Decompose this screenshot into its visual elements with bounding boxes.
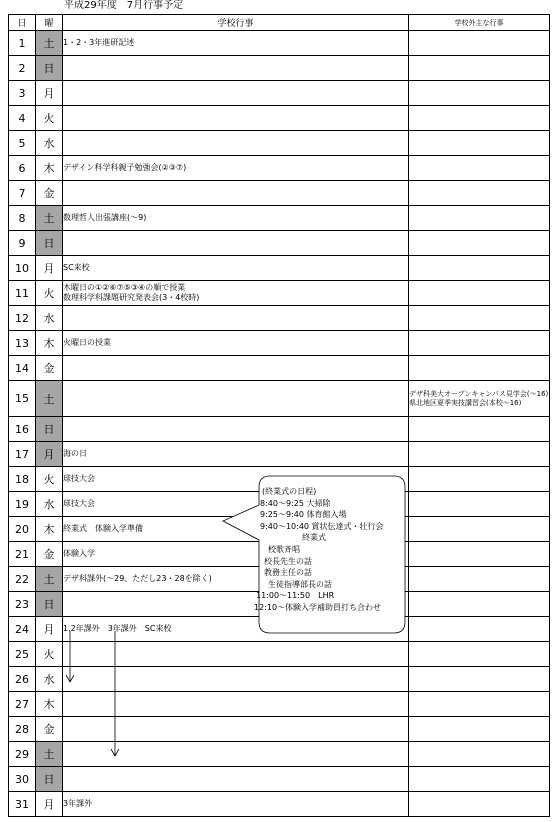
weekday: 木 <box>36 331 63 356</box>
weekday: 月 <box>36 256 63 281</box>
day-number: 28 <box>9 717 36 742</box>
school-event: SC来校 <box>63 256 409 281</box>
weekday: 月 <box>36 617 63 642</box>
weekday: 金 <box>36 542 63 567</box>
weekday: 月 <box>36 442 63 467</box>
day-number: 1 <box>9 31 36 56</box>
day-number: 26 <box>9 667 36 692</box>
school-event: 1.2年課外 3年課外 SC来校 <box>63 617 409 642</box>
day-number: 25 <box>9 642 36 667</box>
school-event: 3年課外 <box>63 792 409 817</box>
callout-line: 生徒指導部長の話 <box>268 579 332 589</box>
weekday: 月 <box>36 81 63 106</box>
weekday: 金 <box>36 717 63 742</box>
school-event: 木曜日の①②⑥⑦⑤③④の順で授業 数理科学科課題研究発表会(3・4校時) <box>63 281 409 306</box>
day-number: 19 <box>9 492 36 517</box>
external-event: デザ科美大オープンキャンパス見学会(～16) 県北地区夏季実技講習会(本校～16) <box>409 381 550 417</box>
weekday: 土 <box>36 381 63 417</box>
day-number: 31 <box>9 792 36 817</box>
day-number: 2 <box>9 56 36 81</box>
weekday: 木 <box>36 517 63 542</box>
weekday: 水 <box>36 492 63 517</box>
day-number: 30 <box>9 767 36 792</box>
day-number: 20 <box>9 517 36 542</box>
weekday: 日 <box>36 767 63 792</box>
callout-line: 校長先生の話 <box>264 556 312 566</box>
header-weekday: 曜 <box>36 15 63 31</box>
weekday: 土 <box>36 742 63 767</box>
day-number: 9 <box>9 231 36 256</box>
weekday: 日 <box>36 231 63 256</box>
day-number: 15 <box>9 381 36 417</box>
day-number: 29 <box>9 742 36 767</box>
weekday: 土 <box>36 206 63 231</box>
weekday: 火 <box>36 642 63 667</box>
school-event: 海の日 <box>63 442 409 467</box>
day-number: 6 <box>9 156 36 181</box>
day-number: 11 <box>9 281 36 306</box>
day-number: 27 <box>9 692 36 717</box>
weekday: 金 <box>36 356 63 381</box>
header-external-events: 学校外主な行事 <box>409 15 550 31</box>
school-event: 1・2・3年進研記述 <box>63 31 409 56</box>
school-event: 火曜日の授業 <box>63 331 409 356</box>
day-number: 16 <box>9 417 36 442</box>
day-number: 10 <box>9 256 36 281</box>
day-number: 18 <box>9 467 36 492</box>
weekday: 日 <box>36 592 63 617</box>
weekday: 土 <box>36 567 63 592</box>
weekday: 日 <box>36 56 63 81</box>
day-number: 4 <box>9 106 36 131</box>
callout-line: 8:40～9:25 大掃除 <box>260 498 331 508</box>
weekday: 日 <box>36 417 63 442</box>
header-day: 日 <box>9 15 36 31</box>
day-number: 17 <box>9 442 36 467</box>
school-event: 終業式 体験入学準備 <box>63 517 409 542</box>
callout-line: 9:40～10:40 賞状伝達式・壮行会 <box>260 521 384 531</box>
callout-line: 12:10～体験入学補助員打ち合わせ <box>254 602 382 612</box>
day-number: 24 <box>9 617 36 642</box>
callout-line: 終業式 <box>302 533 326 543</box>
day-number: 22 <box>9 567 36 592</box>
day-number: 5 <box>9 131 36 156</box>
callout-line: 9:25～9:40 体育館入場 <box>260 510 347 520</box>
callout-line: 校歌斉唱 <box>268 544 300 554</box>
callout-line: (終業式の日程) <box>262 487 317 496</box>
day-number: 23 <box>9 592 36 617</box>
weekday: 火 <box>36 281 63 306</box>
school-event: 球技大会 <box>63 492 409 517</box>
weekday: 水 <box>36 667 63 692</box>
day-number: 12 <box>9 306 36 331</box>
weekday: 水 <box>36 131 63 156</box>
weekday: 火 <box>36 106 63 131</box>
callout-line: 教務主任の話 <box>264 568 312 578</box>
day-number: 21 <box>9 542 36 567</box>
day-number: 3 <box>9 81 36 106</box>
callout-line: 11:00～11:50 LHR <box>256 591 335 601</box>
day-number: 7 <box>9 181 36 206</box>
weekday: 木 <box>36 692 63 717</box>
day-number: 8 <box>9 206 36 231</box>
weekday: 金 <box>36 181 63 206</box>
page-title: 平成29年度 7月行事予定 <box>64 0 184 11</box>
weekday: 木 <box>36 156 63 181</box>
weekday: 月 <box>36 792 63 817</box>
weekday: 土 <box>36 31 63 56</box>
day-number: 13 <box>9 331 36 356</box>
weekday: 水 <box>36 306 63 331</box>
header-school-events: 学校行事 <box>63 15 409 31</box>
school-event: 数理哲人出張講座(～9) <box>63 206 409 231</box>
school-event: 球技大会 <box>63 467 409 492</box>
weekday: 火 <box>36 467 63 492</box>
school-event: デザ科課外(～29、ただし23・28を除く) <box>63 567 409 592</box>
day-number: 14 <box>9 356 36 381</box>
school-event: デザイン科学科親子勉強会(②③⑦) <box>63 156 409 181</box>
callout-text <box>250 486 410 614</box>
school-event: 体験入学 <box>63 542 409 567</box>
